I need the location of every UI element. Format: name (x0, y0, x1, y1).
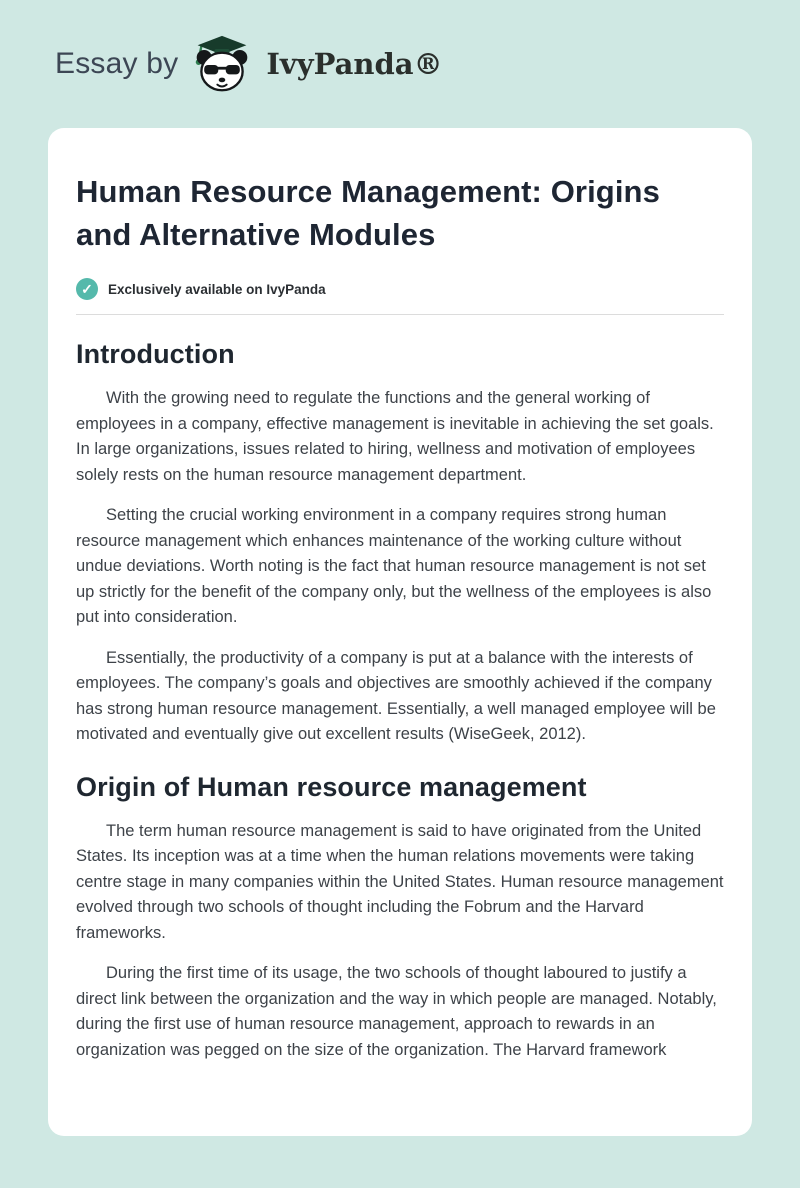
divider (76, 314, 724, 315)
paragraph: Essentially, the productivity of a company is put at a balance with the interests of employees. The company’s goals and objectives are smoothly achieved if the company has strong human resource management. Essentially, a well managed employee will be motivated and eventually give out excellent results (WiseGeek, 2012). (76, 648, 716, 743)
header (0, 0, 800, 128)
paragraph: During the first time of its usage, the two schools of thought laboured to justify a direct link between the organization and the way in which people are managed. Notably, during the first use of human resource management, approach to rewards in an organization was pegged on the size of the organization. The Harvard framework (76, 964, 717, 1059)
article-card (48, 128, 752, 1136)
section-heading-introduction: Introduction (76, 339, 235, 369)
paragraph: The term human resource management is said to have originated from the United States. Its inception was at a time when the human relations movements were taking centre stage in many companies within the United States. Human resource management evolved through two schools of thought including the Fobrum and the Harvard frameworks. (76, 821, 724, 942)
availability-text: Exclusively available on IvyPanda (108, 281, 326, 297)
check-icon: ✓ (76, 278, 98, 300)
paragraph: With the growing need to regulate the functions and the general working of employees in a company, effective management is inevitable in achieving the set goals. In large organizations, issues related to hiring, wellness and motivation of employees solely rests on the human resource management department. (76, 389, 714, 484)
availability-badge (76, 278, 724, 300)
paragraph: Setting the crucial working environment in a company requires strong human resource management which enhances maintenance of the working culture without undue deviations. Worth noting is the fact that human resource management is not set up strictly for the benefit of the company only, but the wellness of the employees is also put into consideration. (76, 506, 712, 626)
section-heading-origin: Origin of Human resource management (76, 771, 587, 802)
page-title: Human Resource Management: Origins and Alternative Modules (76, 174, 660, 252)
ivypanda-logo-icon (192, 34, 252, 94)
brand-name: IvyPanda® (266, 47, 443, 81)
essay-by-label: Essay by (55, 47, 179, 80)
